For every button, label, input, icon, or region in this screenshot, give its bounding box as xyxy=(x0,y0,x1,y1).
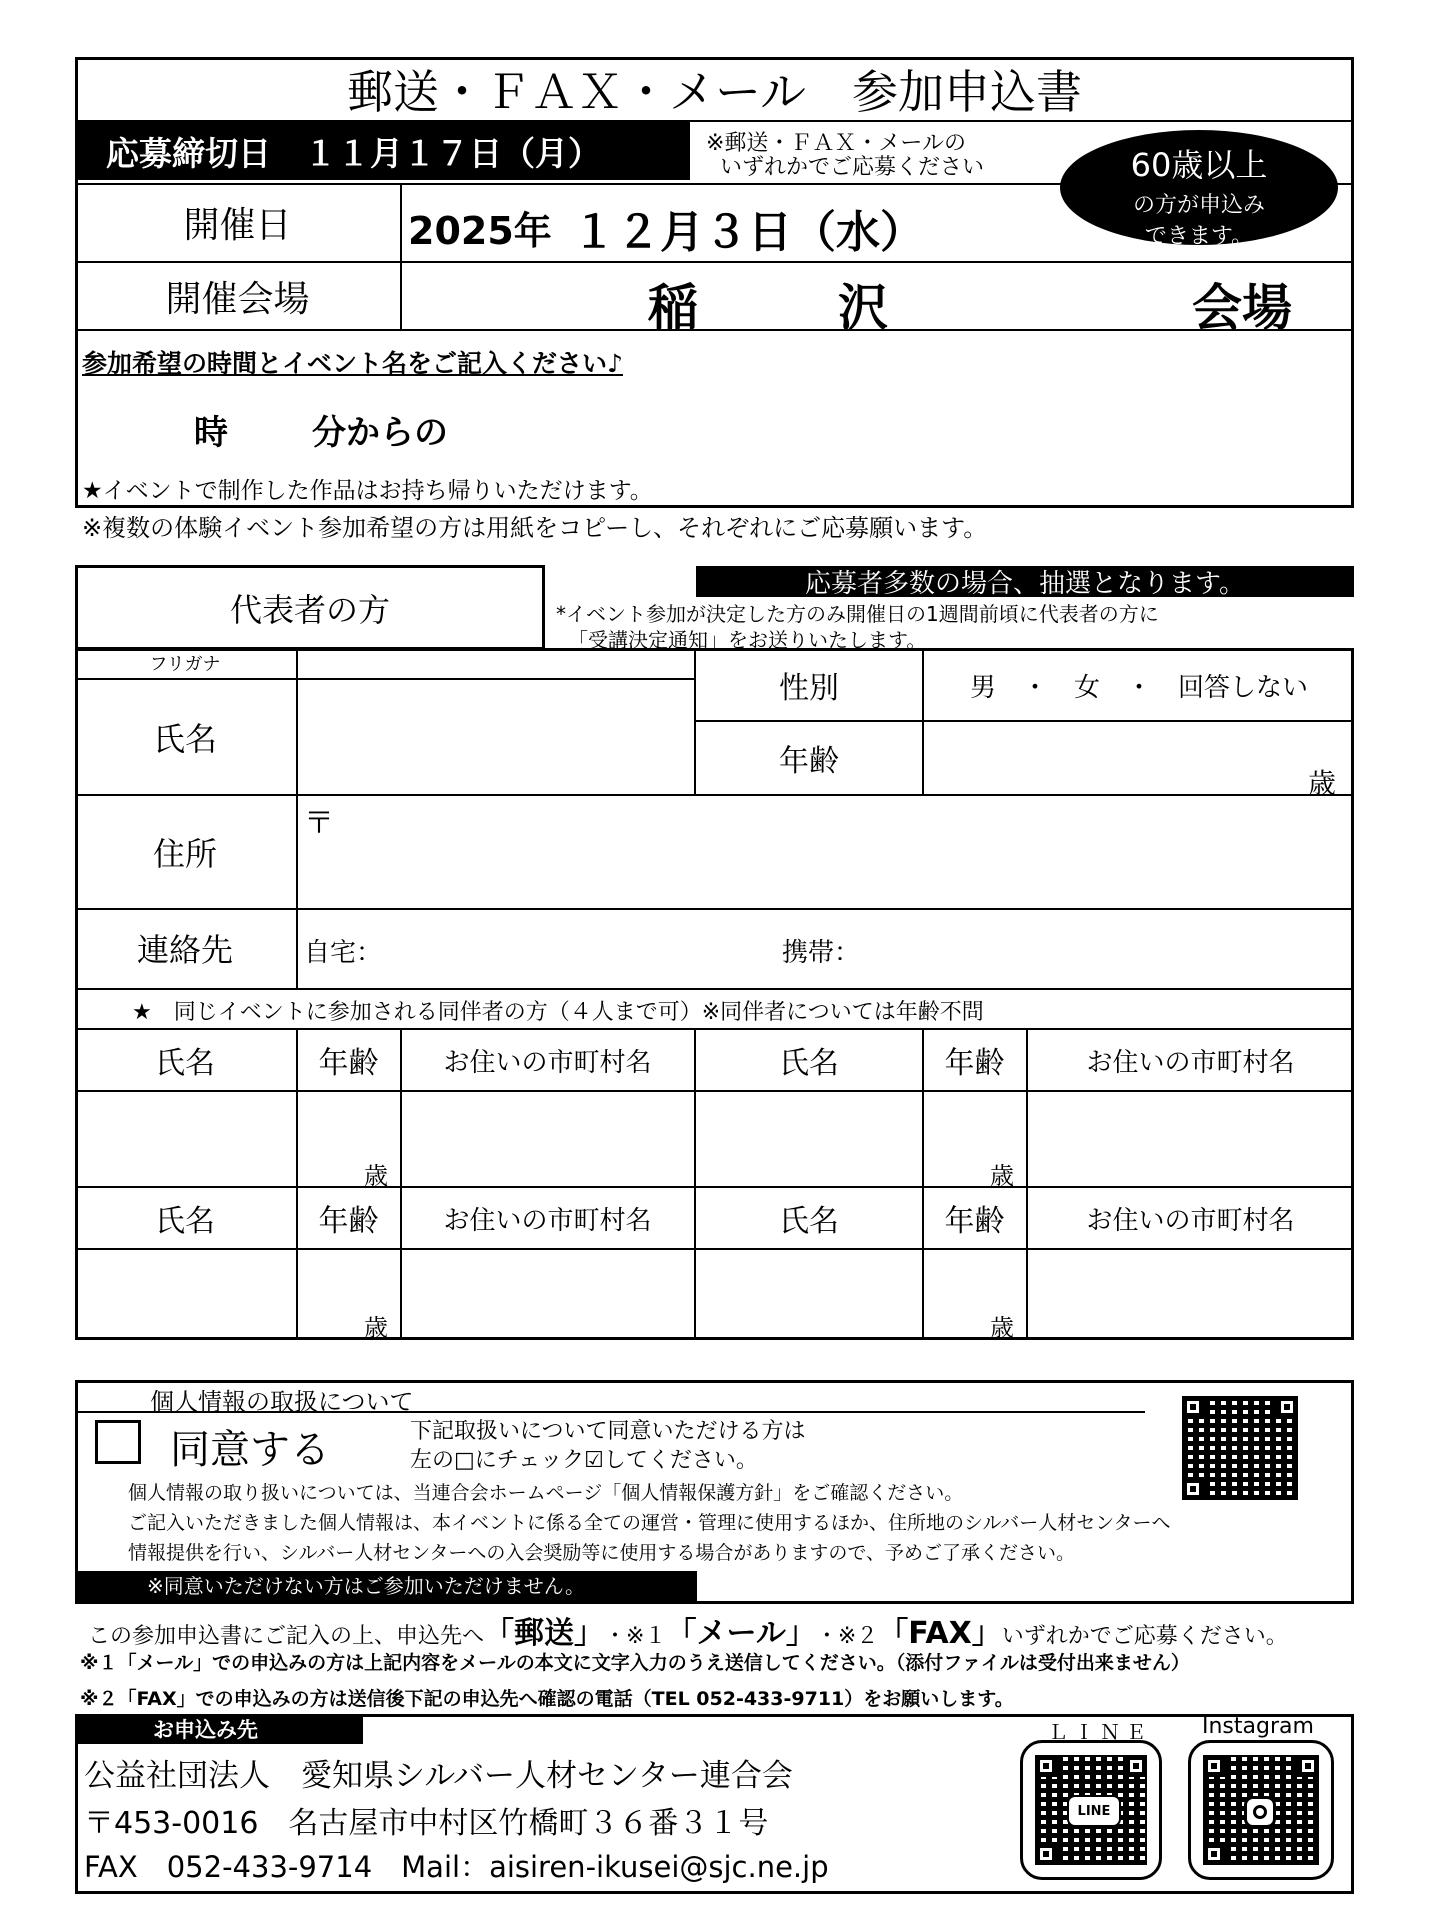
date-value: １２月３日（水） xyxy=(572,207,924,258)
privacy-heading: 個人情報の取扱について xyxy=(150,1388,414,1416)
organization-address: 〒453-0016 名古屋市中村区竹橋町３６番３１号 xyxy=(84,1806,769,1841)
postal-mark: 〒 xyxy=(304,806,334,841)
consent-checkbox[interactable] xyxy=(95,1420,141,1464)
instagram-logo-icon xyxy=(1244,1796,1276,1828)
qr-finder-icon xyxy=(1182,1478,1204,1500)
line-qr-frame[interactable] xyxy=(1020,1740,1162,1880)
companion-col-city: お住いの市町村名 xyxy=(443,1047,652,1078)
companion-age-unit: 歳 xyxy=(990,1314,1014,1342)
method-sep-2: ・※２ xyxy=(815,1624,879,1649)
gender-label: 性別 xyxy=(779,671,839,706)
companion-col-name: 氏名 xyxy=(779,1204,839,1239)
fax-note: ※２「FAX」での申込みの方は送信後下記の申込先へ確認の電話（TEL 052-433-9711）をお願いします。 xyxy=(80,1688,1014,1710)
home-phone-field[interactable] xyxy=(385,924,765,974)
line-logo-icon: LINE xyxy=(1067,1795,1121,1827)
address-field[interactable] xyxy=(340,800,1348,904)
companion-col-name: 氏名 xyxy=(779,1046,839,1081)
companion-col-city: お住いの市町村名 xyxy=(1086,1047,1295,1078)
event-heading: 参加希望の時間とイベント名をご記入ください♪ xyxy=(82,349,623,378)
fax-mail: FAX 052-433-9714 Mail：aisiren-ikusei@sjc.ne.jp xyxy=(84,1850,829,1884)
method-fax: 「FAX」 xyxy=(878,1616,1002,1651)
address-label: 住所 xyxy=(152,835,217,873)
instructions-line xyxy=(88,1608,1288,1652)
lottery-banner: 応募者多数の場合、抽選となります。 xyxy=(696,566,1354,597)
instagram-label: Instagram xyxy=(1202,1714,1314,1739)
qr-finder-icon xyxy=(1297,1755,1319,1777)
consent-note-2: 左の□にチェック☑してください。 xyxy=(410,1448,758,1473)
companion-col-age: 年齢 xyxy=(944,1046,1005,1081)
name-field[interactable] xyxy=(300,681,692,791)
contact-label: 連絡先 xyxy=(136,931,233,969)
mail-note: ※１「メール」での申込みの方は上記内容をメールの本文に文字入力のうえ送信してください。（添付ファイルは受付出来ません） xyxy=(80,1652,1190,1674)
companion-col-city: お住いの市町村名 xyxy=(443,1205,652,1236)
furigana-field[interactable] xyxy=(300,651,692,677)
companion-col-age: 年齢 xyxy=(944,1204,1005,1239)
privacy-policy-qr-code[interactable] xyxy=(1182,1396,1298,1500)
deadline-banner: 応募締切日 １１月１７日（月） xyxy=(78,122,690,180)
age-badge-line3: できます。 xyxy=(1144,224,1254,249)
consent-note-1: 下記取扱いについて同意いただける方は xyxy=(410,1419,806,1444)
privacy-paragraph-1: 個人情報の取り扱いについては、当連合会ホームページ「個人情報保護方針」をご確認ください。 xyxy=(128,1482,964,1504)
age-badge xyxy=(1060,130,1338,249)
furigana-label: フリガナ xyxy=(149,654,221,675)
event-note: ★イベントで制作した作品はお持ち帰りいただけます。 xyxy=(82,478,653,504)
companion-4-name-field[interactable] xyxy=(698,1252,918,1336)
companion-col-name: 氏名 xyxy=(155,1046,215,1081)
notice-line-1: *イベント参加が決定した方のみ開催日の1週間前頃に代表者の方に xyxy=(556,602,1159,626)
qr-finder-icon xyxy=(1125,1755,1147,1777)
privacy-paragraph-3: 情報提供を行い、シルバー人材センターへの入会奨励等に使用する場合がありますので、予めご了承ください。 xyxy=(128,1542,1076,1564)
companion-4-city-field[interactable] xyxy=(1030,1252,1350,1336)
instructions-pre: この参加申込書にご記入の上、申込先へ xyxy=(88,1624,485,1649)
age-field[interactable] xyxy=(926,723,1296,793)
date-year: 2025年 xyxy=(408,209,552,253)
consent-label: 同意する xyxy=(170,1427,330,1473)
rep-label: 代表者の方 xyxy=(75,565,545,650)
mobile-phone-field[interactable] xyxy=(864,924,1334,974)
contact-banner: お申込み先 xyxy=(77,1716,363,1744)
time-hour: 時 xyxy=(194,413,228,453)
companions-heading: ★ 同じイベントに参加される同伴者の方（４人まで可）※同伴者については年齢不問 xyxy=(132,1000,984,1025)
methods-note-2: いずれかでご応募ください xyxy=(720,155,985,180)
companion-age-unit: 歳 xyxy=(990,1162,1014,1190)
companion-2-city-field[interactable] xyxy=(1030,1094,1350,1184)
companion-1-city-field[interactable] xyxy=(404,1094,690,1184)
age-label: 年齢 xyxy=(779,744,839,779)
name-label: 氏名 xyxy=(152,720,217,758)
time-minute: 分からの xyxy=(312,413,448,453)
companion-col-age: 年齢 xyxy=(318,1046,379,1081)
method-sep-1: ・※１ xyxy=(604,1624,667,1649)
gender-options[interactable]: 男 ・ 女 ・ 回答しない xyxy=(969,672,1308,703)
companion-col-city: お住いの市町村名 xyxy=(1086,1205,1295,1236)
age-badge-line1: 60歳以上 xyxy=(1130,146,1268,184)
multi-event-note: ※複数の体験イベント参加希望の方は用紙をコピーし、それぞれにご応募願います。 xyxy=(82,514,988,542)
method-mail: 「メール」 xyxy=(666,1616,816,1651)
venue-suffix: 会場 xyxy=(1192,279,1292,337)
qr-finder-icon xyxy=(1203,1755,1225,1777)
companion-1-name-field[interactable] xyxy=(78,1094,292,1184)
companion-col-name: 氏名 xyxy=(155,1204,215,1239)
home-phone-label: 自宅： xyxy=(304,938,383,968)
qr-finder-icon xyxy=(1182,1396,1204,1418)
line-qr-code xyxy=(1035,1755,1147,1865)
qr-finder-icon xyxy=(1276,1396,1298,1418)
date-label: 開催日 xyxy=(183,204,292,246)
qr-finder-icon xyxy=(1203,1843,1225,1865)
methods-note-1: ※郵送・ＦＡＸ・メールの xyxy=(706,131,966,156)
companion-col-age: 年齢 xyxy=(318,1204,379,1239)
method-post: 「郵送」 xyxy=(484,1616,605,1651)
companion-age-unit: 歳 xyxy=(364,1162,388,1190)
notice-line-2: 「受講決定通知」をお送りいたします。 xyxy=(568,628,927,652)
age-unit: 歳 xyxy=(1308,767,1337,800)
venue-label: 開催会場 xyxy=(165,278,310,320)
instructions-post: いずれかでご応募ください。 xyxy=(1001,1624,1288,1649)
venue-name-2: 沢 xyxy=(838,279,888,337)
instagram-qr-frame[interactable] xyxy=(1188,1740,1334,1880)
qr-finder-icon xyxy=(1035,1843,1057,1865)
form-title: 郵送・ＦＡＸ・メール 参加申込書 xyxy=(346,65,1083,119)
age-badge-line2: の方が申込み xyxy=(1132,193,1265,218)
companion-3-city-field[interactable] xyxy=(404,1252,690,1336)
privacy-warning-banner: ※同意いただけない方はご参加いただけません。 xyxy=(77,1571,697,1602)
mobile-phone-label: 携帯： xyxy=(782,938,861,968)
organization-name: 公益社団法人 愛知県シルバー人材センター連合会 xyxy=(84,1758,793,1794)
companion-2-name-field[interactable] xyxy=(698,1094,918,1184)
companion-age-unit: 歳 xyxy=(364,1314,388,1342)
instagram-qr-code xyxy=(1203,1755,1319,1865)
line-label: ＬＩＮＥ xyxy=(1048,1720,1152,1744)
qr-finder-icon xyxy=(1035,1755,1057,1777)
venue-name-1: 稲 xyxy=(648,279,698,337)
companion-3-name-field[interactable] xyxy=(78,1252,292,1336)
privacy-paragraph-2: ご記入いただきました個人情報は、本イベントに係る全ての運営・管理に使用するほか、住所地のシルバー人材センターへ xyxy=(128,1512,1171,1534)
